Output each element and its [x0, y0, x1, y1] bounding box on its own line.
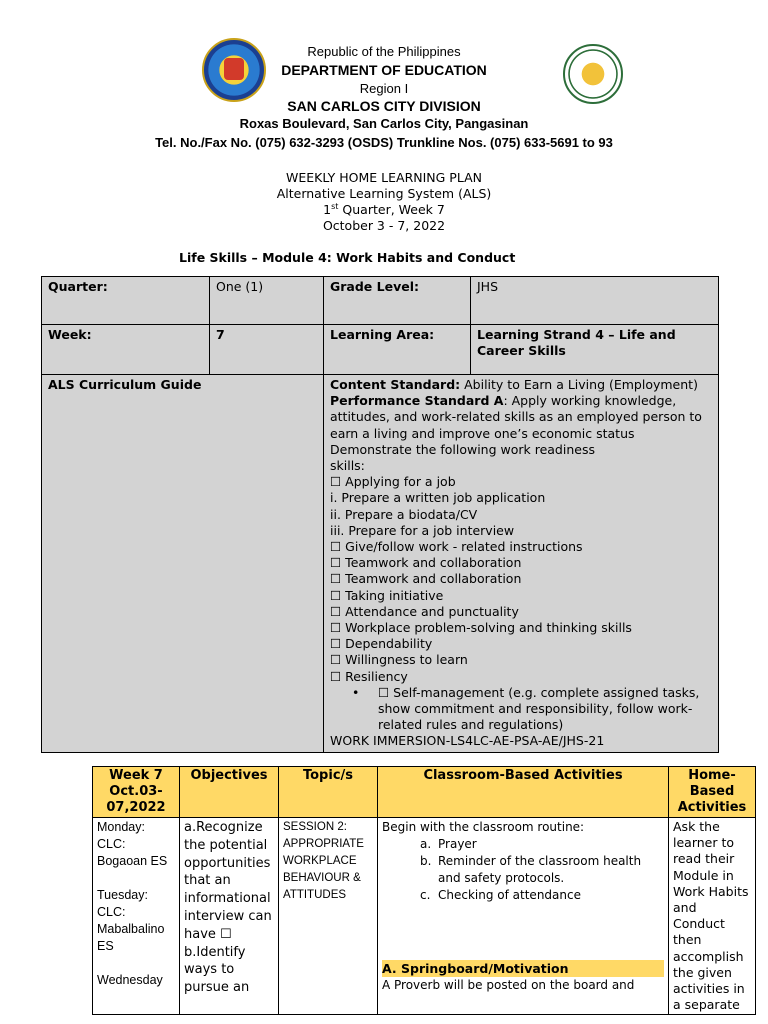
skill-bullet-item: • ☐ Self-management (e.g. complete assigned tasks, show commitment and responsibility, follow work-related rules and regulations) — [330, 685, 712, 734]
department-line: DEPARTMENT OF EDUCATION — [281, 62, 487, 78]
standards-cell — [324, 375, 719, 753]
skill-item: ☐ Workplace problem-solving and thinking skills — [330, 620, 632, 636]
header-week: Week 7 Oct.03-07,2022 — [93, 767, 180, 818]
module-title: Life Skills – Module 4: Work Habits and Conduct — [179, 250, 516, 265]
plan-dates: October 3 - 7, 2022 — [322, 218, 446, 233]
header-topics: Topic/s — [279, 767, 378, 818]
objectives-cell: a.Recognize the potential opportunities that an informational interview can have ☐ b.Identify ways to pursue an — [180, 818, 279, 1015]
quarter-label: Quarter: — [42, 277, 210, 325]
springboard-heading: A. Springboard/Motivation — [382, 960, 664, 977]
grade-label: Grade Level: — [324, 277, 471, 325]
header-classroom: Classroom-Based Activities — [378, 767, 669, 818]
grade-value: JHS — [471, 277, 719, 325]
republic-line: Republic of the Philippines — [307, 44, 461, 59]
schedule-table — [92, 766, 756, 1015]
topic-cell: SESSION 2: APPROPRIATE WORKPLACE BEHAVIOUR & ATTITUDES — [279, 818, 378, 1015]
proverb-text: A Proverb will be posted on the board and — [382, 978, 635, 992]
curriculum-code: WORK IMMERSION-LS4LC-AE-PSA-AE/JHS-21 — [330, 733, 605, 749]
skill-item: ☐ Willingness to learn — [330, 652, 468, 668]
content-standard: Content Standard: Ability to Earn a Living (Employment) — [330, 377, 698, 392]
info-table — [41, 276, 719, 753]
performance-standard: Performance Standard A: Apply working knowledge, attitudes, and work-related skills as an employed person to earn a living and improve one’s economic status — [330, 393, 702, 441]
skill-item: ☐ Teamwork and collaboration — [330, 571, 522, 587]
skill-item: ☐ Teamwork and collaboration — [330, 555, 522, 571]
demonstrate-text: Demonstrate the following work readiness skills: — [330, 441, 595, 474]
address-line: Roxas Boulevard, San Carlos City, Pangasinan — [239, 116, 529, 131]
week-value: 7 — [210, 325, 324, 375]
skill-item: ☐ Give/follow work - related instructions — [330, 539, 583, 555]
header-home: Home-Based Activities — [669, 767, 756, 818]
guide-label: ALS Curriculum Guide — [42, 375, 324, 753]
skill-item: ☐ Resiliency — [330, 668, 408, 684]
skill-item: ☐ Applying for a job — [330, 474, 456, 490]
classroom-cell — [378, 818, 669, 1015]
quarter-value: One (1) — [210, 277, 324, 325]
home-cell: Ask the learner to read their Module in Work Habits and Conduct then accomplish the given activities in a separate — [669, 818, 756, 1015]
region-line: Region I — [359, 81, 409, 96]
tel-line: Tel. No./Fax No. (075) 632-3293 (OSDS) Trunkline Nos. (075) 633-5691 to 93 — [155, 135, 613, 150]
skill-item: iii. Prepare for a job interview — [330, 522, 515, 538]
skill-item: ☐ Taking initiative — [330, 587, 444, 603]
division-line: SAN CARLOS CITY DIVISION — [287, 98, 481, 114]
routine-item: a. Prayer — [420, 837, 477, 851]
skill-item: ii. Prepare a biodata/CV — [330, 506, 478, 522]
routine-intro: Begin with the classroom routine: — [382, 820, 585, 834]
skill-item: i. Prepare a written job application — [330, 490, 546, 506]
week-label: Week: — [42, 325, 210, 375]
routine-item: c. Checking of attendance — [420, 888, 581, 902]
skill-item: ☐ Dependability — [330, 636, 433, 652]
area-label: Learning Area: — [324, 325, 471, 375]
header-objectives: Objectives — [180, 767, 279, 818]
area-value: Learning Strand 4 – Life and Career Skills — [471, 325, 719, 375]
routine-item: b. Reminder of the classroom health and safety protocols. — [420, 854, 642, 885]
days-cell: Monday: CLC: Bogaoan ES Tuesday: CLC: Mabalbalino ES Wednesday — [93, 818, 180, 1015]
plan-program: Alternative Learning System (ALS) — [276, 186, 492, 201]
plan-quarter-week: 1st Quarter, Week 7 — [323, 202, 445, 218]
plan-title: WEEKLY HOME LEARNING PLAN — [286, 170, 482, 185]
skill-item: ☐ Attendance and punctuality — [330, 603, 519, 619]
